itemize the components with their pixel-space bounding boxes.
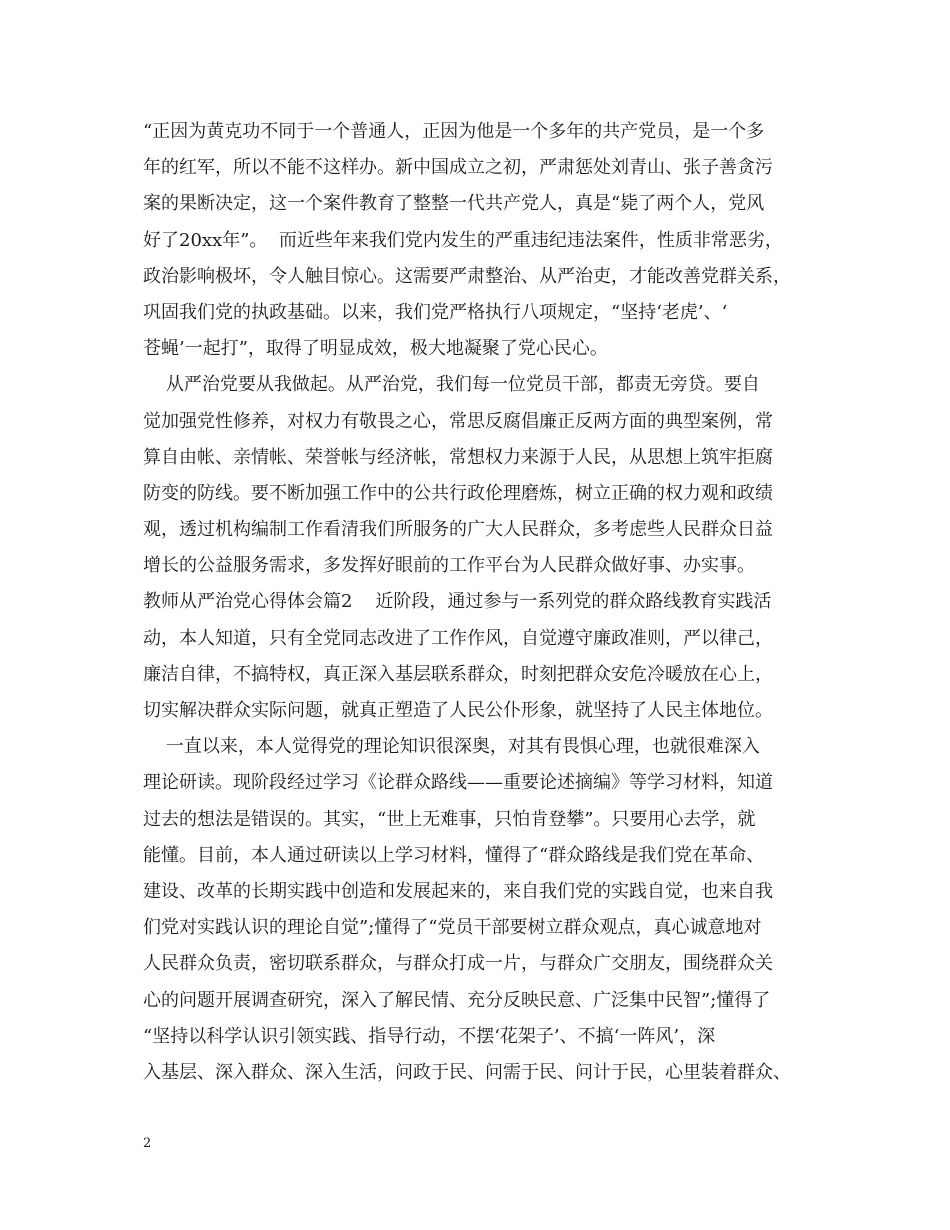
- text-line: 过去的想法是错误的。其实，“世上无难事，只怕肯登攀”。只要用心去学，就: [143, 808, 756, 830]
- text-line: 切实解决群众实际问题，就真正塑造了人民公仆形象，就坚持了人民主体地位。: [143, 700, 773, 721]
- text-line: 入基层、深入群众、深入生活，问政于民、问需于民、问计于民，心里装着群众、: [143, 1061, 791, 1083]
- text-line: 观，透过机构编制工作看清我们所服务的广大人民群众，多考虑些人民群众日益: [143, 519, 773, 541]
- text-line: 觉加强党性修养，对权力有敬畏之心，常思反腐倡廉正反两方面的典型案例，常: [143, 410, 773, 432]
- text-line: 建设、改革的长期实践中创造和发展起来的，来自我们党的实践自觉，也来自我: [143, 880, 773, 902]
- text-line: 人民群众负责，密切联系群众，与群众打成一片，与群众广交朋友，围绕群众关: [143, 953, 773, 975]
- text-line: 动，本人知道，只有全党同志改进了工作作风，自觉遵守廉政准则，严以律己，: [143, 627, 773, 649]
- text-line: 理论研读。现阶段经过学习《论群众路线——重要论述摘编》等学习材料，知道: [143, 772, 773, 794]
- text-line: 案的果断决定，这一个案件教育了整整一代共产党人，真是“毙了两个人，党风: [143, 193, 765, 215]
- text-line: 防变的防线。要不断加强工作中的公共行政伦理磨炼，树立正确的权力观和政绩: [143, 482, 773, 504]
- text-line: 心的问题开展调查研究，深入了解民情、充分反映民意、广泛集中民智”;懂得了: [143, 989, 771, 1011]
- text-line: 好了20xx年”。 而近些年来我们党内发生的严重违纪违法案件，性质非常恶劣，: [143, 229, 783, 251]
- text-line: 能懂。目前，本人通过研读以上学习材料，懂得了“群众路线是我们党在革命、: [143, 844, 765, 866]
- text-line: 廉洁自律，不搞特权，真正深入基层联系群众，时刻把群众安危冷暖放在心上，: [143, 663, 773, 685]
- text-line: 们党对实践认识的理论自觉”;懂得了“党员干部要树立群众观点，真心诚意地对: [143, 917, 762, 939]
- text-line: 苍蝇’一起打”，取得了明显成效，极大地凝聚了党心民心。: [143, 338, 608, 360]
- body-text: [143, 114, 823, 1091]
- text-line: 算自由帐、亲情帐、荣誉帐与经济帐，常想权力来源于人民，从思想上筑牢拒腐: [143, 446, 773, 468]
- page-number: 2: [143, 1136, 152, 1151]
- text-line: 教师从严治党心得体会篇2 近阶段，通过参与一系列党的群众路线教育实践活: [143, 591, 772, 613]
- text-line: 增长的公益服务需求，多发挥好眼前的工作平台为人民群众做好事、办实事。: [143, 555, 755, 577]
- text-line: 年的红军，所以不能不这样办。新中国成立之初，严肃惩处刘青山、张子善贪污: [143, 157, 773, 179]
- text-line: 一直以来，本人觉得党的理论知识很深奥，对其有畏惧心理，也就很难深入: [143, 736, 760, 758]
- text-line: 政治影响极坏，令人触目惊心。这需要严肃整治、从严治吏，才能改善党群关系，: [143, 265, 791, 287]
- text-line: “坚持以科学认识引领实践、指导行动，不摆‘花架子’、不搞‘一阵风’，深: [143, 1025, 716, 1047]
- text-line: 巩固我们党的执政基础。以来，我们党严格执行八项规定，“坚持‘老虎’、‘: [143, 301, 728, 323]
- text-line: 从严治党要从我做起。从严治党，我们每一位党员干部，都责无旁贷。要自: [143, 374, 760, 396]
- text-line: “正因为黄克功不同于一个普通人，正因为他是一个多年的共产党员，是一个多: [143, 121, 765, 142]
